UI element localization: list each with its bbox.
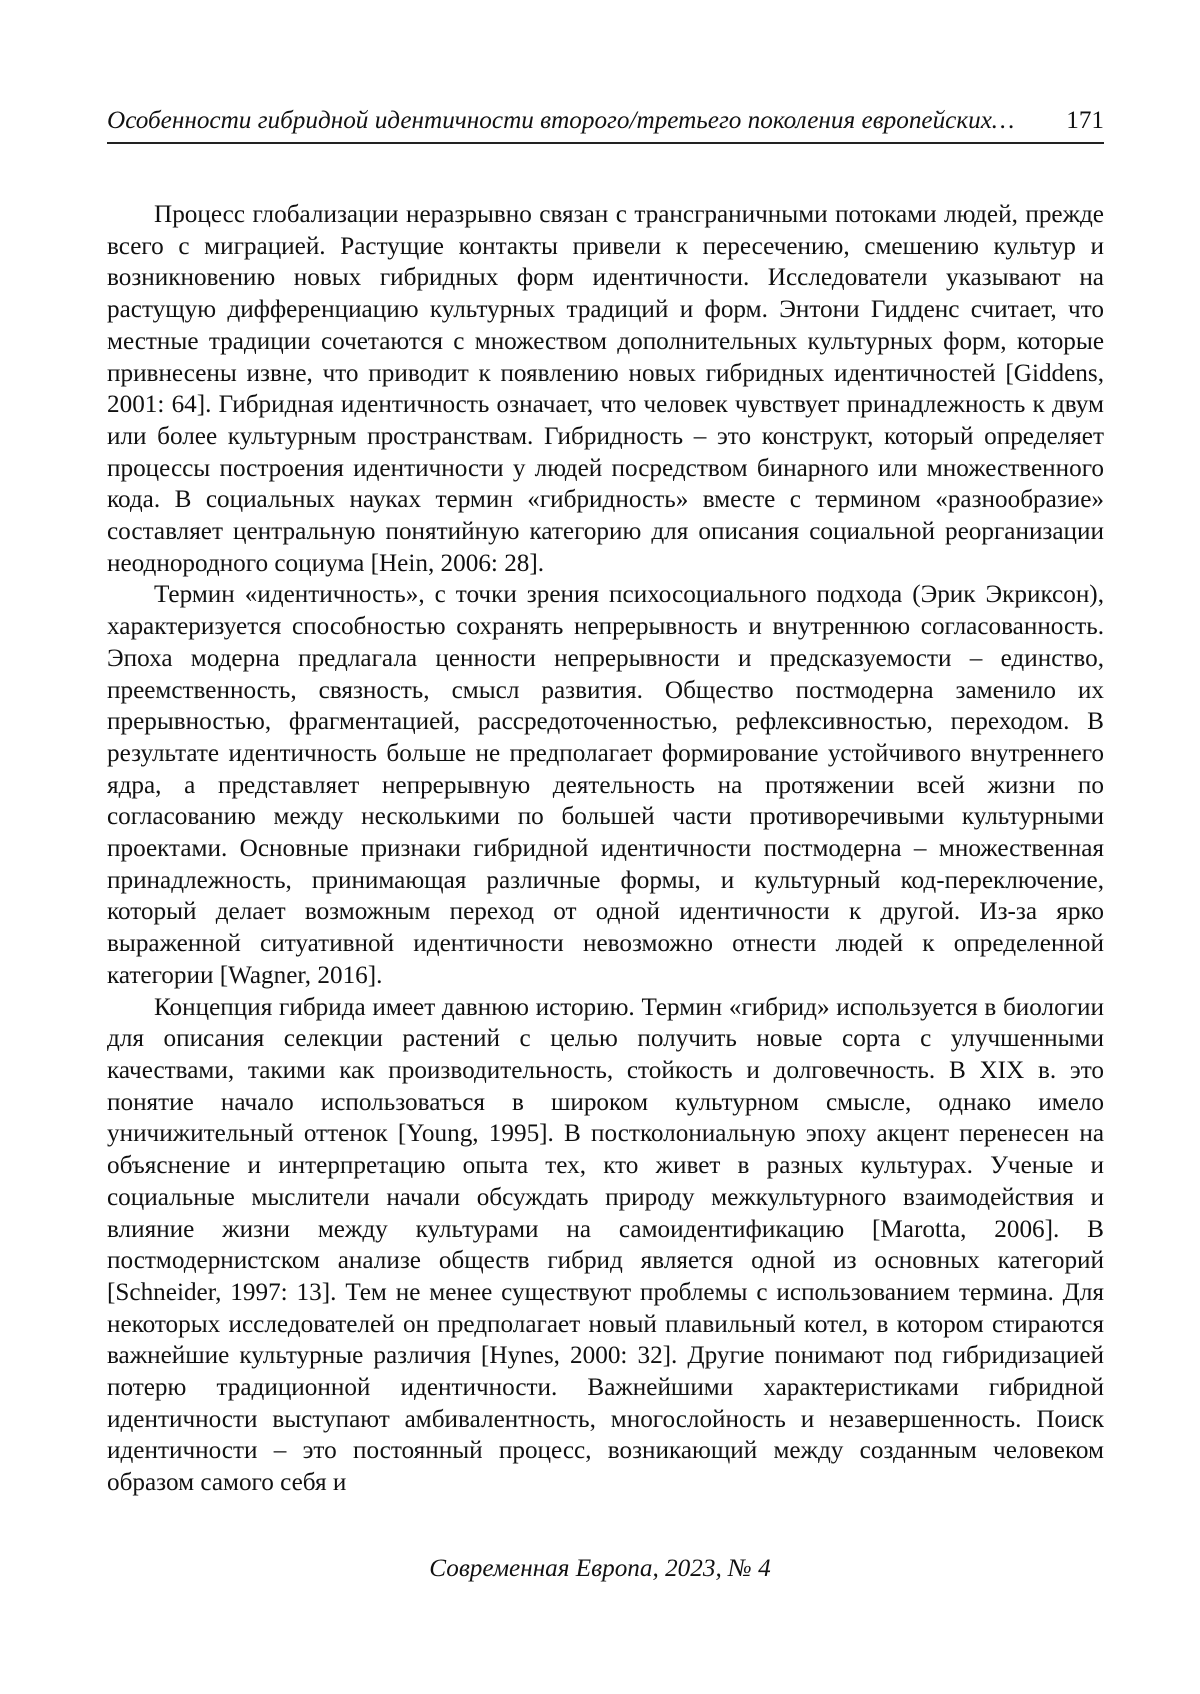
article-body xyxy=(107,199,1104,1499)
page-number: 171 xyxy=(1066,107,1104,134)
paragraph-1: Процесс глобализации неразрывно связан с трансграничными потоками людей, прежде всего с миграцией. Растущие контакты привели к пересечению, смешению культур и возникновению новых гибридных форм идентичности. Исследователи указывают на растущую дифференциацию культурных традиций и форм. Энтони Гидденс считает, что местные традиции сочетаются с множеством дополнительных культурных форм, которые привнесены извне, что приводит к появлению новых гибридных идентичностей [Giddens, 2001: 64]. Гибридная идентичность означает, что человек чувствует принадлежность к двум или более культурным пространствам. Гибридность – это конструкт, который определяет процессы построения идентичности у людей посредством бинарного или множественного кода. В социальных науках термин «гибридность» вместе с термином «разнообразие» составляет центральную понятийную категорию для описания социальной реорганизации неоднородного социума [Hein, 2006: 28]. xyxy=(107,201,1104,577)
running-header xyxy=(107,106,1104,144)
paragraph-2: Термин «идентичность», с точки зрения психосоциального подхода (Эрик Экриксон), характеризуется способностью сохранять непрерывность и внутреннюю согласованность. Эпоха модерна предлагала ценности непрерывности и предсказуемости – единство, преемственность, связность, смысл развития. Общество постмодерна заменило их прерывностью, фрагментацией, рассредоточенностью, рефлексивностью, переходом. В результате идентичность больше не предполагает формирование устойчивого внутреннего ядра, а представляет непрерывную деятельность на протяжении всей жизни по согласованию между несколькими по большей части противоречивыми культурными проектами. Основные признаки гибридной идентичности постмодерна – множественная принадлежность, принимающая различные формы, и культурный код-переключение, который делает возможным переход от одной идентичности к другой. Из-за ярко выраженной ситуативной идентичности невозможно отнести людей к определенной категории [Wagner, 2016]. xyxy=(107,581,1104,989)
running-title: Особенности гибридной идентичности второго/третьего поколения европейских… xyxy=(107,107,1015,134)
paragraph-3: Концепция гибрида имеет давнюю историю. Термин «гибрид» используется в биологии для описания селекции растений с целью получить новые сорта с улучшенными качествами, такими как производительность, стойкость и долговечность. В XIX в. это понятие начало использоваться в широком культурном смысле, однако имело уничижительный оттенок [Young, 1995]. В постколониальную эпоху акцент перенесен на объяснение и интерпретацию опыта тех, кто живет в разных культурах. Ученые и социальные мыслители начали обсуждать природу межкультурного взаимодействия и влияние жизни между культурами на самоидентификацию [Marotta, 2006]. В постмодернистском анализе обществ гибрид является одной из основных категорий [Schneider, 1997: 13]. Тем не менее существуют проблемы с использованием термина. Для некоторых исследователей он предполагает новый плавильный котел, в котором стираются важнейшие культурные различия [Hynes, 2000: 32]. Другие понимают под гибридизацией потерю традиционной идентичности. Важнейшими характеристиками гибридной идентичности выступают амбивалентность, многослойность и незавершенность. Поиск идентичности – это постоянный процесс, возникающий между созданным человеком образом самого себя и xyxy=(107,993,1104,1497)
journal-footer: Современная Европа, 2023, № 4 xyxy=(429,1555,771,1582)
